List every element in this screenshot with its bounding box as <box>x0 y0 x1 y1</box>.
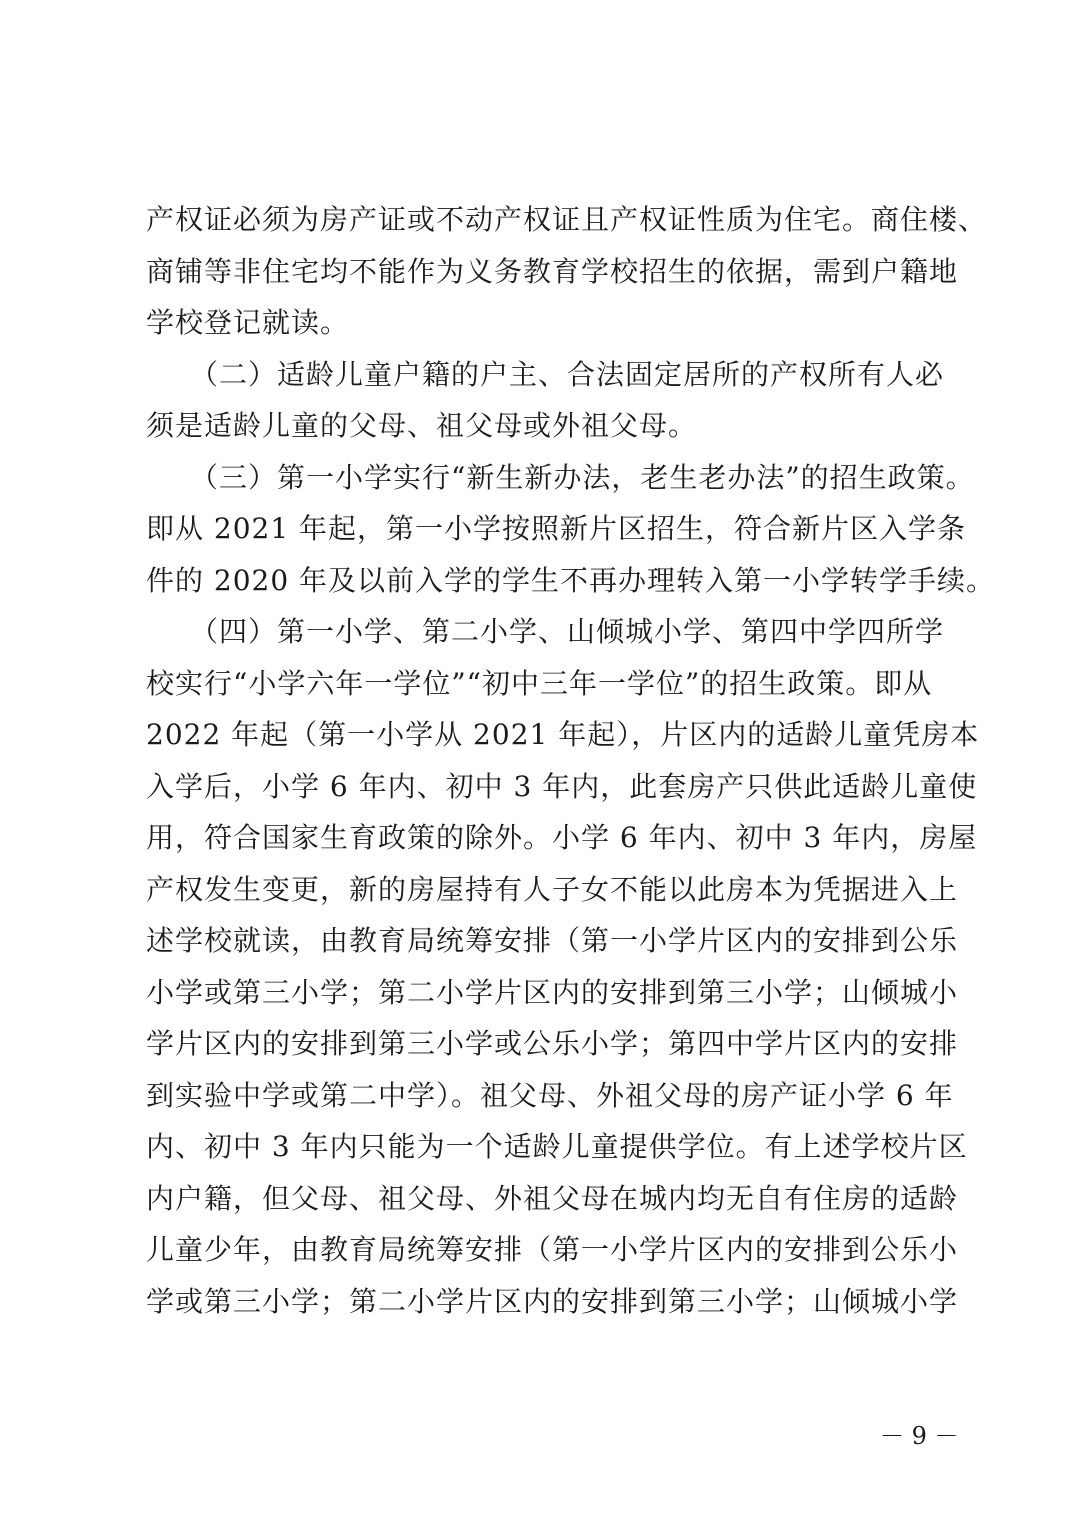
text-line: 商铺等非住宅均不能作为义务教育学校招生的依据，需到户籍地 <box>146 254 959 288</box>
text-line: 用，符合国家生育政策的除外。小学 6 年内、初中 3 年内，房屋 <box>146 821 978 854</box>
text-line: 2022 年起（第一小学从 2021 年起），片区内的适龄儿童凭房本 <box>146 718 980 751</box>
text-line: 述学校就读，由教育局统筹安排（第一小学片区内的安排到公乐 <box>146 924 959 957</box>
text-line: 须是适龄儿童的父母、祖父母或外祖父母。 <box>146 409 698 442</box>
text-line: 即从 2021 年起，第一小学按照新片区招生，符合新片区入学条 <box>146 512 967 545</box>
text-line: （三）第一小学实行“新生新办法，老生老办法”的招生政策。 <box>146 460 975 494</box>
text-line: 小学或第三小学；第二小学片区内的安排到第三小学；山倾城小 <box>146 975 959 1009</box>
text-line: （四）第一小学、第二小学、山倾城小学、第四中学四所学 <box>146 615 945 648</box>
text-line: 产权证必须为房产证或不动产权证且产权证性质为住宅。商住楼、 <box>146 203 988 236</box>
text-line: 产权发生变更，新的房屋持有人子女不能以此房本为凭据进入上 <box>146 872 959 906</box>
page-number: － 9 － <box>880 1422 959 1450</box>
text-line: （二）适龄儿童户籍的户主、合法固定居所的产权所有人必 <box>146 357 945 391</box>
text-line: 学或第三小学；第二小学片区内的安排到第三小学；山倾城小学 <box>146 1284 959 1318</box>
body-text <box>146 194 996 1327</box>
text-line: 学校登记就读。 <box>146 306 350 339</box>
text-line: 到实验中学或第二中学）。祖父母、外祖父母的房产证小学 6 年 <box>146 1078 954 1112</box>
text-line: 内、初中 3 年内只能为一个适龄儿童提供学位。有上述学校片区 <box>146 1130 968 1163</box>
text-line: 学片区内的安排到第三小学或公乐小学；第四中学片区内的安排 <box>146 1027 959 1060</box>
text-line: 儿童少年，由教育局统筹安排（第一小学片区内的安排到公乐小 <box>146 1233 959 1266</box>
text-line: 校实行“小学六年一学位”“初中三年一学位”的招生政策。即从 <box>146 666 933 700</box>
text-line: 件的 2020 年及以前入学的学生不再办理转入第一小学转学手续。 <box>146 563 996 597</box>
text-line: 入学后，小学 6 年内、初中 3 年内，此套房产只供此适龄儿童使 <box>146 769 978 803</box>
text-line: 内户籍，但父母、祖父母、外祖父母在城内均无自有住房的适龄 <box>146 1181 959 1215</box>
